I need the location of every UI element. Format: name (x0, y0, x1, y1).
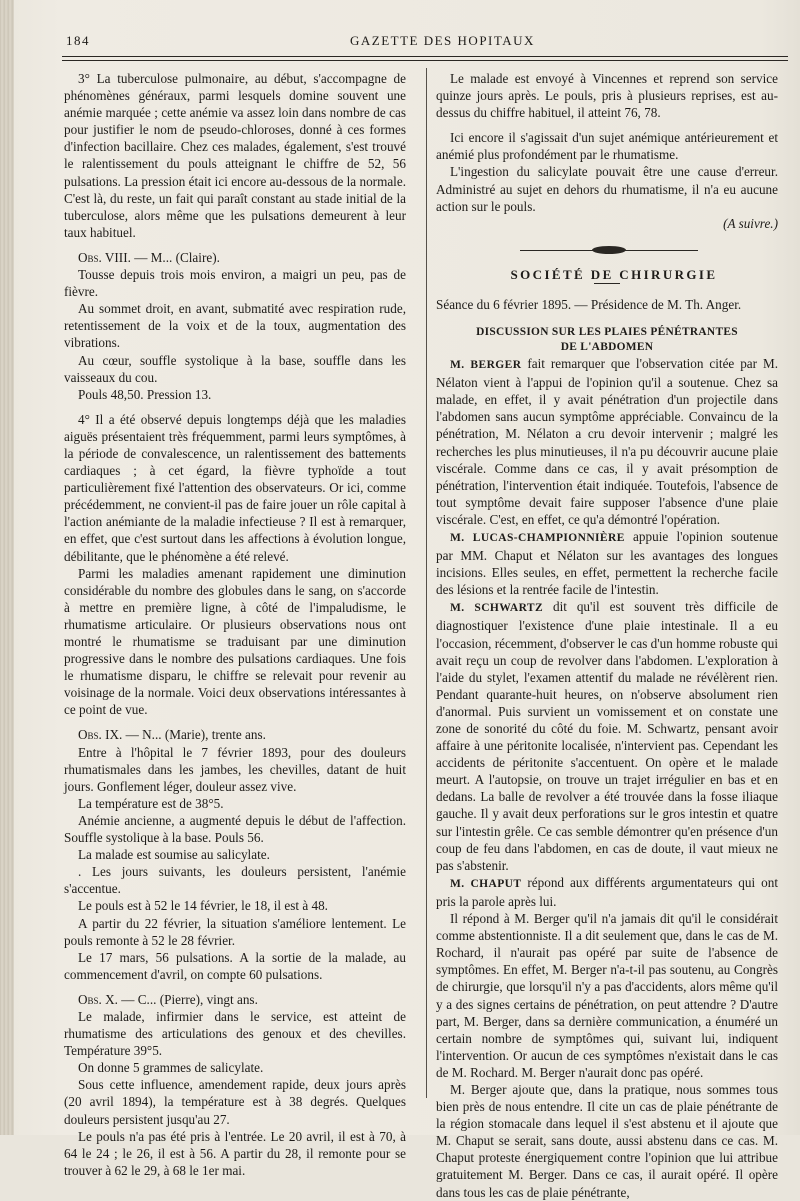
page-number: 184 (66, 33, 90, 48)
speaker-paragraph (436, 355, 778, 528)
right-intro (436, 70, 778, 215)
paragraph: La malade est soumise au salicylate. (78, 847, 270, 863)
observation-subject: — N... (Marie), trente ans. (122, 727, 266, 743)
observation-label: Obs. VIII. (78, 249, 131, 265)
paragraph: Anémie ancienne, a augmenté depuis le début de l'affection. Souffle systolique à la base. Pouls 56. (64, 812, 406, 846)
paragraph: La température est de 38°5. (78, 795, 224, 811)
paragraph: On donne 5 grammes de salicylate. (78, 1060, 264, 1076)
paragraph: Il répond à M. Berger qu'il n'a jamais dit qu'il le considérait comme abstentionniste. Il a dit seulement que, dans le cas de M. Rochard, il n'aurait pas opéré par suite de l'absence de symptômes. En effet, M. Berger n'a-t-il pas soutenu, au Congrès de chirurgie, que lorsqu'il n'y a pas d'accidents, alors même qu'il y a des signes certains de pénétration, on peut attendre ? D'autre part, M. Berger, dans sa dernière communication, a énuméré un certain nombre de symptômes qui, suivant lui, indiquent l'intervention. Or aucun de ces symptômes n'existait dans le cas de M. Rochard. M. Berger n'aurait donc pas opéré. (436, 911, 778, 1080)
discussion-heading-line2: DE L'ABDOMEN (560, 341, 654, 354)
paragraph: Parmi les maladies amenant rapidement une diminution considérable du nombre des globules dans le sang, on s'accorde à mettre en première ligne, à côté de l'impaludisme, le rhumatisme articulaire. Or plusieurs observations nous ont montré le rhumatisme se traduisant par une diminution progressive dans le nombre des pulsations cardiaques. Une fois le rhumatisme disparu, le chiffre se relevait pour revenir au voisinage de la normale. Voici deux observations intéressantes à ce point de vue. (64, 565, 406, 718)
speaker-name: M. SCHWARTZ (450, 602, 544, 615)
section-divider (436, 240, 778, 260)
paragraph: Tousse depuis trois mois environ, a maigri un peu, pas de fièvre. (64, 267, 406, 300)
speaker-text: répond aux différents argumentateurs qui ont pris la parole après lui. (436, 874, 778, 909)
paragraph: Au sommet droit, en avant, submatité avec respiration rude, retentissement de la voix et de la toux, augmentation des vibrations. (64, 301, 406, 351)
page-header (56, 33, 786, 53)
discussion-heading (436, 325, 778, 355)
observation-heading (64, 991, 406, 1008)
paragraph: Le pouls est à 52 le 14 février, le 18, il est à 48. (78, 898, 328, 914)
observation-subject: — M... (Claire). (130, 249, 220, 265)
speaker-text: appuie l'opinion soutenue par MM. Chaput et Nélaton sur les avantages des longues incisions. Elles seules, en effet, permettent la recherche facile des lésions et la rentrée facile de l'intestin. (436, 528, 778, 598)
observation-label: Obs. X. (78, 991, 118, 1007)
paragraph: 4° Il a été observé depuis longtemps déjà que les maladies aiguës présentaient très fréquemment, parmi leurs symptômes, à la période de convalescence, un ralentissement des battements cardiaques ; à cet égard, la fièvre typhoïde a tout particulièrement fixé l'attention des observateurs. Or ici, comme précédemment, ne convient-il pas de faire jouer un rôle capital à l'action anémiante de la maladie infectieuse ? Il est à remarquer, en effet, que c'est surtout dans les affections à évolution longue, débilitante, que le phénomène a été relevé. (64, 411, 406, 564)
speaker-paragraph (436, 874, 778, 910)
section-title: SOCIÉTÉ DE CHIRURGIE (510, 266, 718, 282)
speaker-name: M. LUCAS-CHAMPIONNIÈRE (450, 531, 625, 544)
observation-heading (64, 249, 406, 266)
speaker-paragraph (436, 528, 778, 598)
paragraph: Le 17 mars, 56 pulsations. A la sortie de la malade, au commencement d'avril, on compte 60 pulsations. (64, 949, 406, 982)
right-body (436, 355, 778, 1201)
right-column (436, 70, 778, 1201)
speaker-name: M. CHAPUT (450, 877, 522, 890)
to-be-continued: (A suivre.) (723, 215, 778, 231)
speaker-text: fait remarquer que l'observation citée par M. Nélaton vient à l'appui de l'opinion qu'il a soutenue. Chez sa malade, en effet, il y avait pénétration d'un projectile dans l'abdomen sans aucun symptôme appréciable. Convaincu de la pénétration, M. Nélaton a cru devoir intervenir ; malgré les recherches les plus minutieuses, il n'a pu découvrir aucune plaie viscérale. Comme dans ce cas, il y avait présomption de pénétration, l'intervention était indiquée. Toutefois, l'absence de tout symptôme devait faire supposer l'absence d'une plaie viscérale. C'est, en effet, ce qu'a démontré l'opération. (436, 356, 778, 527)
paragraph: Au cœur, souffle systolique à la base, souffle dans les vaisseaux du cou. (64, 352, 406, 385)
observation-heading (64, 726, 406, 743)
section-title-underline (594, 283, 620, 284)
observation-subject: — C... (Pierre), vingt ans. (117, 991, 258, 1007)
speaker-paragraph (436, 598, 778, 874)
paragraph: Pouls 48,50. Pression 13. (78, 386, 212, 402)
speaker-name: M. BERGER (450, 359, 522, 372)
session-line: Séance du 6 février 1895. — Présidence de M. Th. Anger. (436, 296, 742, 312)
observation-label: Obs. IX. (78, 727, 123, 743)
paragraph: Le malade est envoyé à Vincennes et reprend son service quinze jours après. Le pouls, pris à plusieurs reprises, est au-dessus du chiffre habituel, il atteint 76, 78. (436, 71, 778, 121)
column-divider (426, 68, 427, 1098)
left-column (64, 70, 406, 1179)
journal-title: GAZETTE DES HOPITAUX (350, 33, 535, 48)
speaker-text: dit qu'il est souvent très difficile de diagnostiquer l'existence d'une plaie intestinale. Il a eu l'occasion, récemment, d'observer le cas d'un homme robuste qui avait reçu un coup de revolver dans l'abdomen. L'exploration à l'aide du stylet, l'examen attentif du malade ne révélèrent rien. Pendant quarante-huit heures, on n'observe absolument rien d'anormal. Puis survient un vomissement et on constate une zone de sonorité du côté du foie. M. Schwartz, pensant avoir affaire à une péritonite localisée, n'intervient pas. Cependant les accidents de péritonite s'accentuent. On opère et le malade meurt. A l'autopsie, on trouve un trajet irrégulier en bas et en dedans. La balle de revolver a été trouvée dans la fosse iliaque gauche. Il y avait deux perforations sur le gros intestin et quatre sur l'intestin grêle. Ce cas semble démontrer qu'en présence d'un coup de feu dans l'abdomen, en cas de doute, il vaut mieux ne pas s'abstenir. (436, 599, 779, 873)
paragraph: 3° La tuberculose pulmonaire, au début, s'accompagne de phénomènes généraux, parmi lesquels domine souvent une anémie marquée ; cette anémie va assez loin dans nombre de cas pour justifier le nom de pseudo-chloroses, donné à ces formes d'infection bacillaire. Chez ces malades, également, s'est trouvé le ralentissement du pouls atteignant le chiffre de 52, 56 pulsations. La pression était ici encore au-dessous de la normale. C'est là, du reste, un fait qui paraît constant au stade initial de la tuberculose, alors même que les pulsations demeurent à leur taux habituel. (64, 71, 406, 240)
divider-ornament (592, 246, 626, 254)
paragraph: Le malade, infirmier dans le service, est atteint de rhumatisme des articulations des genoux et des chevilles. Température 39°5. (64, 1008, 406, 1059)
paragraph: Le pouls n'a pas été pris à l'entrée. Le 20 avril, il est à 70, à 64 le 24 ; le 26, il est à 56. A partir du 28, il remonte pour se trouver à 62 le 29, à 68 le 1er mai. (64, 1128, 406, 1178)
paragraph: A partir du 22 février, la situation s'améliore lentement. Le pouls remonte à 52 le 28 février. (64, 915, 406, 948)
paragraph: . Les jours suivants, les douleurs persistent, l'anémie s'accentue. (64, 864, 406, 897)
header-rule-thick (62, 56, 788, 57)
header-rule-thin (62, 60, 788, 61)
paragraph: Ici encore il s'agissait d'un sujet anémique antérieurement et anémié plus profondément par le rhumatisme. (436, 130, 778, 163)
paragraph: Sous cette influence, amendement rapide, deux jours après (20 avril 1894), la température est à 38 degrés. Quelques douleurs persistent jusqu'au 27. (64, 1077, 406, 1127)
discussion-heading-line1: DISCUSSION SUR LES PLAIES PÉNÉTRANTES (476, 326, 738, 339)
paragraph: Entre à l'hôpital le 7 février 1893, pour des douleurs rhumatismales dans les jambes, les chevilles, datant de huit jours. Gonflement léger, douleur assez vive. (64, 744, 406, 794)
paragraph: M. Berger ajoute que, dans la pratique, nous sommes tous bien près de nous entendre. Il cite un cas de plaie pénétrante de la région stomacale dans lequel il s'est abstenu et il ajoute que M. Chaput se serait, sans doute, aussi abstenu dans ce cas. M. Chaput proteste énergiquement contre l'opinion que lui attribue gratuitement M. Berger. Dans ce cas, il aurait opéré. Il opère dans tous les cas de plaie pénétrante, (436, 1081, 778, 1200)
book-spine-shadow (0, 0, 14, 1135)
paragraph: L'ingestion du salicylate pouvait être une cause d'erreur. Administré au sujet en dehors du rhumatisme, il n'a eu aucune action sur le pouls. (436, 164, 778, 214)
